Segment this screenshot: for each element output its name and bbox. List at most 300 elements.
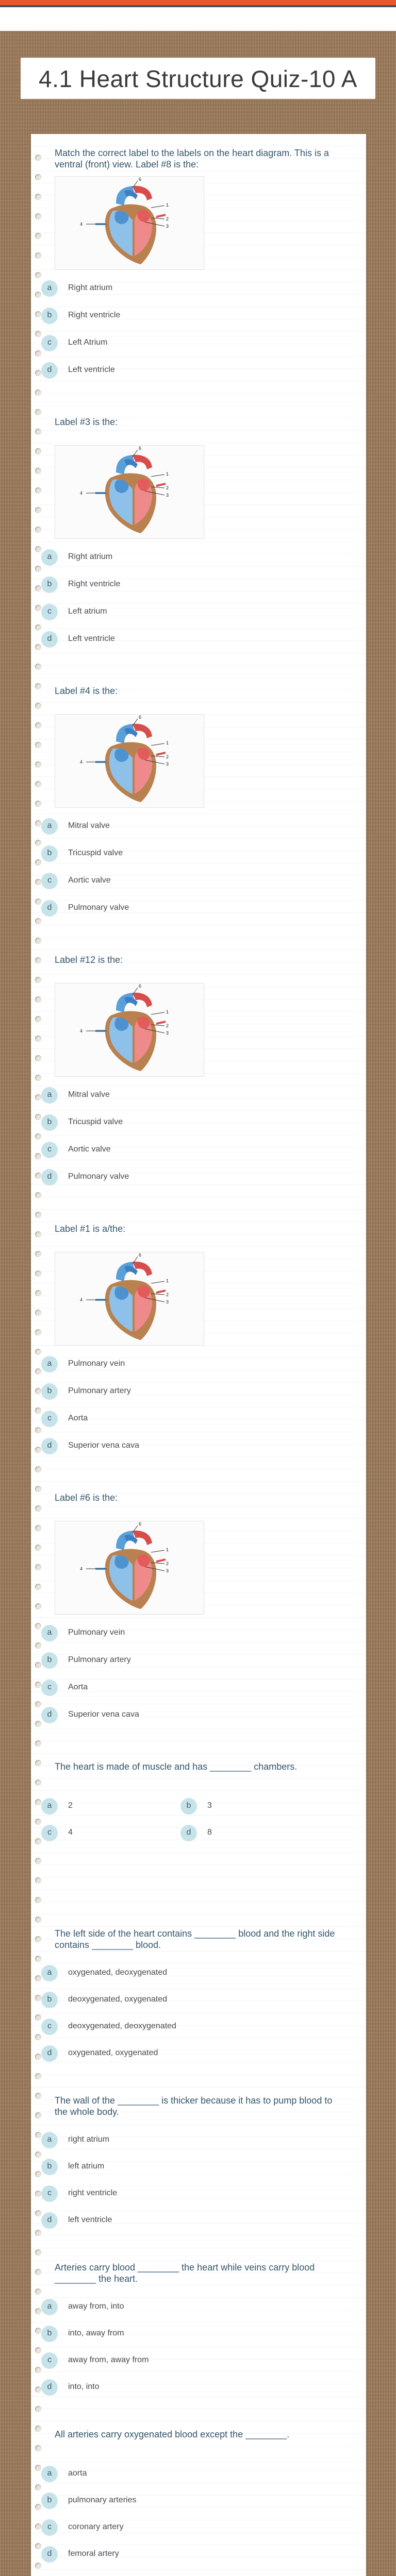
answer-choice-c[interactable] (41, 2519, 248, 2537)
binder-hole (35, 1427, 41, 1433)
choice-letter-badge: b (41, 2493, 58, 2509)
answer-choice-a[interactable] (41, 280, 248, 298)
answer-choice-b[interactable] (41, 2159, 248, 2176)
choice-letter-badge: a (41, 818, 58, 835)
choice-letter-badge: c (41, 1142, 58, 1158)
heart-diagram-image (55, 1252, 204, 1346)
choice-letter-badge: d (41, 2212, 58, 2229)
question-prompt: Label #1 is a/the: (55, 1224, 126, 1234)
choice-text: Tricuspid valve (68, 1117, 123, 1126)
answer-choice-b[interactable] (41, 2326, 248, 2343)
choice-letter-badge: c (41, 2352, 58, 2369)
binder-hole (35, 1290, 41, 1296)
binder-hole (35, 1349, 41, 1355)
choice-letter-badge: b (41, 2326, 58, 2342)
binder-hole (35, 546, 41, 552)
answer-choice-b[interactable] (41, 1652, 248, 1670)
choice-letter-badge: c (41, 873, 58, 889)
svg-text:1: 1 (166, 202, 169, 208)
answer-choice-b[interactable] (41, 1114, 248, 1132)
binder-hole (35, 389, 41, 396)
choice-text: oxygenated, oxygenated (68, 2048, 158, 2057)
svg-text:3: 3 (166, 224, 169, 229)
binder-hole (35, 1231, 41, 1238)
choice-text: Mitral valve (68, 821, 110, 830)
choice-letter-badge: d (41, 1438, 58, 1454)
binder-hole (35, 2465, 41, 2471)
quiz-card (31, 134, 366, 2576)
binder-hole (35, 2093, 41, 2099)
svg-text:4: 4 (80, 222, 83, 227)
answer-choice-c[interactable] (41, 2185, 248, 2203)
answer-choice-a[interactable] (41, 1356, 248, 1374)
binder-hole (35, 1721, 41, 1727)
binder-hole (35, 585, 41, 591)
binder-hole (35, 1310, 41, 1316)
choice-text: Mitral valve (68, 1090, 110, 1099)
binder-hole (35, 1192, 41, 1198)
binder-hole (35, 2171, 41, 2177)
heart-diagram-image (55, 445, 204, 539)
svg-text:4: 4 (80, 1566, 83, 1571)
svg-text:6: 6 (139, 1521, 142, 1527)
binder-hole (35, 2210, 41, 2216)
binder-hole (35, 1642, 41, 1649)
binder-hole (35, 331, 41, 337)
question-prompt: The left side of the heart contains ________ blood and the right side contains ________ blood. (55, 1928, 335, 1950)
question-prompt: Label #4 is the: (55, 686, 118, 696)
binder-hole (35, 527, 41, 533)
answer-choice-b[interactable] (180, 1798, 387, 1816)
choice-text: Superior vena cava (68, 1441, 139, 1450)
svg-text:2: 2 (166, 216, 169, 222)
choice-text: 4 (68, 1828, 73, 1837)
heart-diagram-icon (55, 984, 204, 1076)
title-panel (21, 58, 375, 99)
answer-choice-d[interactable] (41, 631, 248, 649)
choice-text: Aortic valve (68, 876, 111, 885)
svg-text:4: 4 (80, 1297, 83, 1302)
choice-letter-badge: a (41, 280, 58, 297)
binder-hole (35, 722, 41, 728)
svg-text:1: 1 (166, 471, 169, 477)
answer-choice-d[interactable] (41, 362, 248, 380)
binder-hole (35, 2445, 41, 2451)
binder-hole (35, 1251, 41, 1257)
binder-hole (35, 2054, 41, 2060)
answer-choice-d[interactable] (41, 900, 248, 918)
binder-hole (35, 1975, 41, 1981)
binder-hole (35, 2347, 41, 2353)
choice-letter-badge: c (41, 604, 58, 620)
binder-hole (35, 2563, 41, 2569)
svg-text:2: 2 (166, 1561, 169, 1566)
binder-hole (35, 448, 41, 454)
answer-choice-a[interactable] (41, 2299, 248, 2316)
binder-hole (35, 1055, 41, 1061)
choice-letter-badge: d (41, 2379, 58, 2396)
binder-hole (35, 487, 41, 494)
binder-hole (35, 2328, 41, 2334)
choice-letter-badge: c (41, 1680, 58, 1696)
binder-hole (35, 2426, 41, 2432)
binder-hole (35, 1623, 41, 1629)
svg-text:3: 3 (166, 761, 169, 767)
choice-text: right ventricle (68, 2189, 118, 2197)
binder-hole (35, 1447, 41, 1453)
choice-letter-badge: d (41, 631, 58, 648)
choice-text: deoxygenated, oxygenated (68, 1995, 168, 2004)
svg-text:4: 4 (80, 759, 83, 765)
choice-letter-badge: b (180, 1798, 197, 1815)
top-banner-stripe (0, 5, 396, 7)
binder-hole (35, 2073, 41, 2079)
binder-hole (35, 2230, 41, 2236)
answer-choice-d[interactable] (41, 2546, 248, 2564)
binder-hole (35, 918, 41, 924)
choice-letter-badge: b (41, 308, 58, 324)
svg-text:1: 1 (166, 1278, 169, 1283)
choice-letter-badge: a (41, 549, 58, 566)
choice-letter-badge: a (41, 1625, 58, 1641)
binder-hole (35, 899, 41, 905)
choice-text: 3 (207, 1801, 212, 1810)
binder-hole (35, 605, 41, 611)
choice-letter-badge: d (41, 1707, 58, 1723)
choice-letter-badge: b (41, 2159, 58, 2175)
choice-text: pulmonary arteries (68, 2496, 137, 2504)
binder-hole (35, 1486, 41, 1492)
answer-choice-b[interactable] (41, 1383, 248, 1401)
binder-hole (35, 233, 41, 239)
choice-letter-badge: b (41, 1992, 58, 2008)
choice-letter-badge: a (41, 2132, 58, 2148)
binder-hole (35, 1212, 41, 1218)
binder-hole (35, 1662, 41, 1668)
choice-letter-badge: d (41, 1169, 58, 1185)
binder-hole (35, 1368, 41, 1375)
svg-text:6: 6 (139, 715, 142, 720)
answer-choice-a[interactable] (41, 2466, 248, 2483)
binder-hole (35, 468, 41, 474)
svg-text:4: 4 (80, 1028, 83, 1033)
choice-text: femoral artery (68, 2549, 119, 2558)
heart-diagram-icon (55, 1521, 204, 1614)
svg-text:3: 3 (166, 1299, 169, 1304)
choice-text: coronary artery (68, 2522, 124, 2531)
answer-choice-a[interactable] (41, 2132, 248, 2149)
answer-choice-a[interactable] (41, 818, 248, 836)
choice-text: Left ventricle (68, 365, 115, 374)
answer-choice-c[interactable] (41, 1680, 248, 1697)
answer-choice-b[interactable] (41, 2493, 248, 2510)
binder-hole (35, 840, 41, 846)
heart-diagram-image (55, 983, 204, 1077)
choice-text: Left ventricle (68, 634, 115, 643)
binder-hole (35, 1603, 41, 1609)
choice-text: Tricuspid valve (68, 849, 123, 857)
question-prompt: The heart is made of muscle and has ________ chambers. (55, 1761, 298, 1772)
answer-choice-d[interactable] (41, 2379, 248, 2397)
svg-text:3: 3 (166, 1030, 169, 1036)
binder-hole (35, 644, 41, 650)
binder-hole (35, 2406, 41, 2412)
heart-diagram-image (55, 1521, 204, 1615)
binder-hole (35, 1466, 41, 1472)
choice-letter-badge: c (41, 2185, 58, 2202)
svg-text:3: 3 (166, 1568, 169, 1573)
choice-text: aorta (68, 2469, 87, 2478)
choice-letter-badge: c (41, 2019, 58, 2035)
page-title: 4.1 Heart Structure Quiz-10 A (39, 65, 357, 92)
binder-hole (35, 977, 41, 983)
binder-hole (35, 1956, 41, 1962)
binder-hole (35, 2289, 41, 2295)
choice-text: Pulmonary valve (68, 1172, 129, 1181)
question-prompt: All arteries carry oxygenated blood except the ________. (55, 2429, 290, 2439)
binder-hole (35, 1838, 41, 1844)
heart-diagram-image (55, 714, 204, 808)
svg-text:6: 6 (139, 984, 142, 989)
answer-choice-a[interactable] (41, 1087, 248, 1105)
binder-hole (35, 1094, 41, 1100)
question-prompt: Label #3 is the: (55, 417, 118, 427)
binder-hole (35, 2151, 41, 2158)
binder-hole (35, 1016, 41, 1022)
binder-hole (35, 2269, 41, 2275)
choice-text: into, away from (68, 2329, 124, 2337)
choice-text: Pulmonary vein (68, 1359, 125, 1368)
top-banner (0, 0, 396, 31)
binder-hole (35, 1936, 41, 1942)
binder-hole (35, 1153, 41, 1159)
binder-hole (35, 409, 41, 415)
binder-hole (35, 2191, 41, 2197)
svg-text:1: 1 (166, 740, 169, 745)
choice-text: Aorta (68, 1683, 88, 1691)
answer-choice-d[interactable] (41, 2045, 248, 2063)
binder-hole (35, 2249, 41, 2256)
binder-hole (35, 1564, 41, 1570)
binder-hole (35, 1545, 41, 1551)
choice-text: Superior vena cava (68, 1710, 139, 1719)
choice-text: Pulmonary artery (68, 1386, 131, 1395)
svg-text:4: 4 (80, 490, 83, 496)
choice-letter-badge: d (180, 1825, 197, 1841)
answer-choice-d[interactable] (180, 1825, 387, 1842)
binder-hole (35, 2367, 41, 2373)
choice-text: Pulmonary vein (68, 1628, 125, 1637)
binder-hole (35, 1329, 41, 1335)
binder-hole (35, 311, 41, 317)
choice-letter-badge: a (41, 2466, 58, 2482)
answer-choice-c[interactable] (41, 604, 248, 621)
binder-hole (35, 957, 41, 963)
choice-text: deoxygenated, deoxygenated (68, 2022, 176, 2030)
choice-text: away from, into (68, 2302, 124, 2311)
binder-hole (35, 155, 41, 161)
choice-letter-badge: a (41, 1356, 58, 1372)
binder-hole (35, 2308, 41, 2314)
choice-text: into, into (68, 2382, 100, 2391)
svg-text:3: 3 (166, 493, 169, 498)
svg-text:2: 2 (166, 485, 169, 490)
binder-hole (35, 781, 41, 787)
answer-choice-c[interactable] (41, 2019, 248, 2036)
answer-choice-a[interactable] (41, 1625, 248, 1642)
question-prompt: The wall of the ________ is thicker because it has to pump blood to the whole body. (55, 2095, 333, 2117)
binder-hole (35, 820, 41, 826)
answer-choice-b[interactable] (41, 845, 248, 863)
binder-hole (35, 1173, 41, 1179)
choice-text: Right atrium (68, 283, 113, 292)
binder-hole (35, 429, 41, 435)
heart-diagram-image (55, 176, 204, 270)
svg-text:6: 6 (139, 446, 142, 451)
binder-hole (35, 1114, 41, 1120)
answer-choice-b[interactable] (41, 577, 248, 594)
answer-choice-d[interactable] (41, 1169, 248, 1187)
choice-letter-badge: a (41, 2299, 58, 2315)
choice-letter-badge: c (41, 1825, 58, 1841)
choice-letter-badge: a (41, 1798, 58, 1815)
binder-hole (35, 507, 41, 513)
choice-letter-badge: b (41, 1114, 58, 1131)
binder-hole (35, 683, 41, 689)
binder-hole (35, 370, 41, 376)
choice-text: Right atrium (68, 552, 113, 561)
choice-text: 2 (68, 1801, 73, 1810)
answer-choice-b[interactable] (41, 308, 248, 325)
answer-choice-c[interactable] (41, 1142, 248, 1159)
binder-hole (35, 1270, 41, 1277)
choice-text: Pulmonary artery (68, 1655, 131, 1664)
choice-text: oxygenated, deoxygenated (68, 1968, 168, 1977)
binder-hole (35, 1858, 41, 1864)
binder-hole (35, 2523, 41, 2530)
binder-hole (35, 1897, 41, 1903)
binder-hole (35, 879, 41, 885)
binder-hole (35, 213, 41, 219)
binder-hole (35, 2132, 41, 2138)
choice-letter-badge: d (41, 2546, 58, 2563)
binder-hole (35, 1819, 41, 1825)
binder-hole (35, 2014, 41, 2021)
binder-hole (35, 1505, 41, 1512)
choice-letter-badge: d (41, 362, 58, 379)
svg-text:2: 2 (166, 1292, 169, 1297)
choice-text: Left Atrium (68, 338, 108, 347)
binder-hole (35, 2543, 41, 2549)
binder-hole (35, 2484, 41, 2490)
binder-hole (35, 1036, 41, 1042)
binder-hole (35, 1701, 41, 1707)
svg-text:1: 1 (166, 1547, 169, 1552)
binder-hole (35, 2386, 41, 2393)
choice-text: Pulmonary valve (68, 903, 129, 912)
answer-choice-c[interactable] (41, 1411, 248, 1428)
question-prompt: Label #12 is the: (55, 955, 123, 965)
binder-hole (35, 703, 41, 709)
binder-hole (35, 996, 41, 1003)
choice-text: 8 (207, 1828, 212, 1837)
binder-hole (35, 252, 41, 259)
binder-hole (35, 1075, 41, 1081)
choice-text: Left atrium (68, 607, 107, 616)
binder-hole (35, 1760, 41, 1766)
binder-hole (35, 1584, 41, 1590)
choice-text: away from, away from (68, 2355, 149, 2364)
heart-diagram-icon (55, 177, 204, 269)
answer-choice-c[interactable] (41, 873, 248, 890)
answer-choice-d[interactable] (41, 1707, 248, 1724)
question-prompt: Arteries carry blood ________ the heart while veins carry blood ________ the heart. (55, 2262, 315, 2284)
choice-letter-badge: b (41, 1383, 58, 1400)
choice-letter-badge: b (41, 845, 58, 862)
answer-choice-c[interactable] (41, 335, 248, 352)
binder-hole (35, 2504, 41, 2510)
choice-text: Aortic valve (68, 1145, 111, 1154)
answer-choice-a[interactable] (41, 1965, 248, 1982)
answer-choice-d[interactable] (41, 2212, 248, 2230)
choice-letter-badge: d (41, 2045, 58, 2062)
svg-text:2: 2 (166, 1023, 169, 1028)
choice-text: Aorta (68, 1414, 88, 1422)
choice-letter-badge: a (41, 1965, 58, 1981)
choice-letter-badge: c (41, 335, 58, 351)
top-banner-accent (0, 0, 396, 5)
svg-text:1: 1 (166, 1009, 169, 1014)
binder-hole (35, 350, 41, 357)
binder-hole (35, 742, 41, 748)
choice-letter-badge: d (41, 900, 58, 917)
binder-hole (35, 1133, 41, 1140)
svg-text:2: 2 (166, 754, 169, 759)
binder-hole (35, 624, 41, 631)
heart-diagram-icon (55, 446, 204, 538)
choice-text: left ventricle (68, 2215, 112, 2224)
binder-hole (35, 1917, 41, 1923)
svg-text:6: 6 (139, 177, 142, 182)
question-prompt: Match the correct label to the labels on the heart diagram. This is a ventral (front) view. Label #8 is the: (55, 148, 329, 170)
binder-hole (35, 272, 41, 278)
binder-hole (35, 1995, 41, 2001)
binder-hole (35, 801, 41, 807)
binder-hole (35, 1682, 41, 1688)
answer-choice-d[interactable] (41, 1438, 248, 1455)
heart-diagram-icon (55, 715, 204, 807)
binder-hole (35, 1525, 41, 1531)
binder-hole (35, 2034, 41, 2040)
binder-hole (35, 1408, 41, 1414)
answer-choice-a[interactable] (41, 549, 248, 567)
binder-hole (35, 1740, 41, 1747)
binder-hole (35, 292, 41, 298)
binder-hole (35, 2112, 41, 2119)
choice-letter-badge: b (41, 1652, 58, 1669)
svg-text:6: 6 (139, 1252, 142, 1258)
answer-choice-c[interactable] (41, 2352, 248, 2370)
choice-letter-badge: c (41, 1411, 58, 1427)
binder-hole (35, 1780, 41, 1786)
answer-choice-b[interactable] (41, 1992, 248, 2009)
binder-hole (35, 859, 41, 866)
binder-hole (35, 1388, 41, 1394)
choice-text: right atrium (68, 2135, 110, 2144)
binder-hole (35, 566, 41, 572)
choice-text: left atrium (68, 2162, 105, 2171)
choice-letter-badge: c (41, 2519, 58, 2536)
